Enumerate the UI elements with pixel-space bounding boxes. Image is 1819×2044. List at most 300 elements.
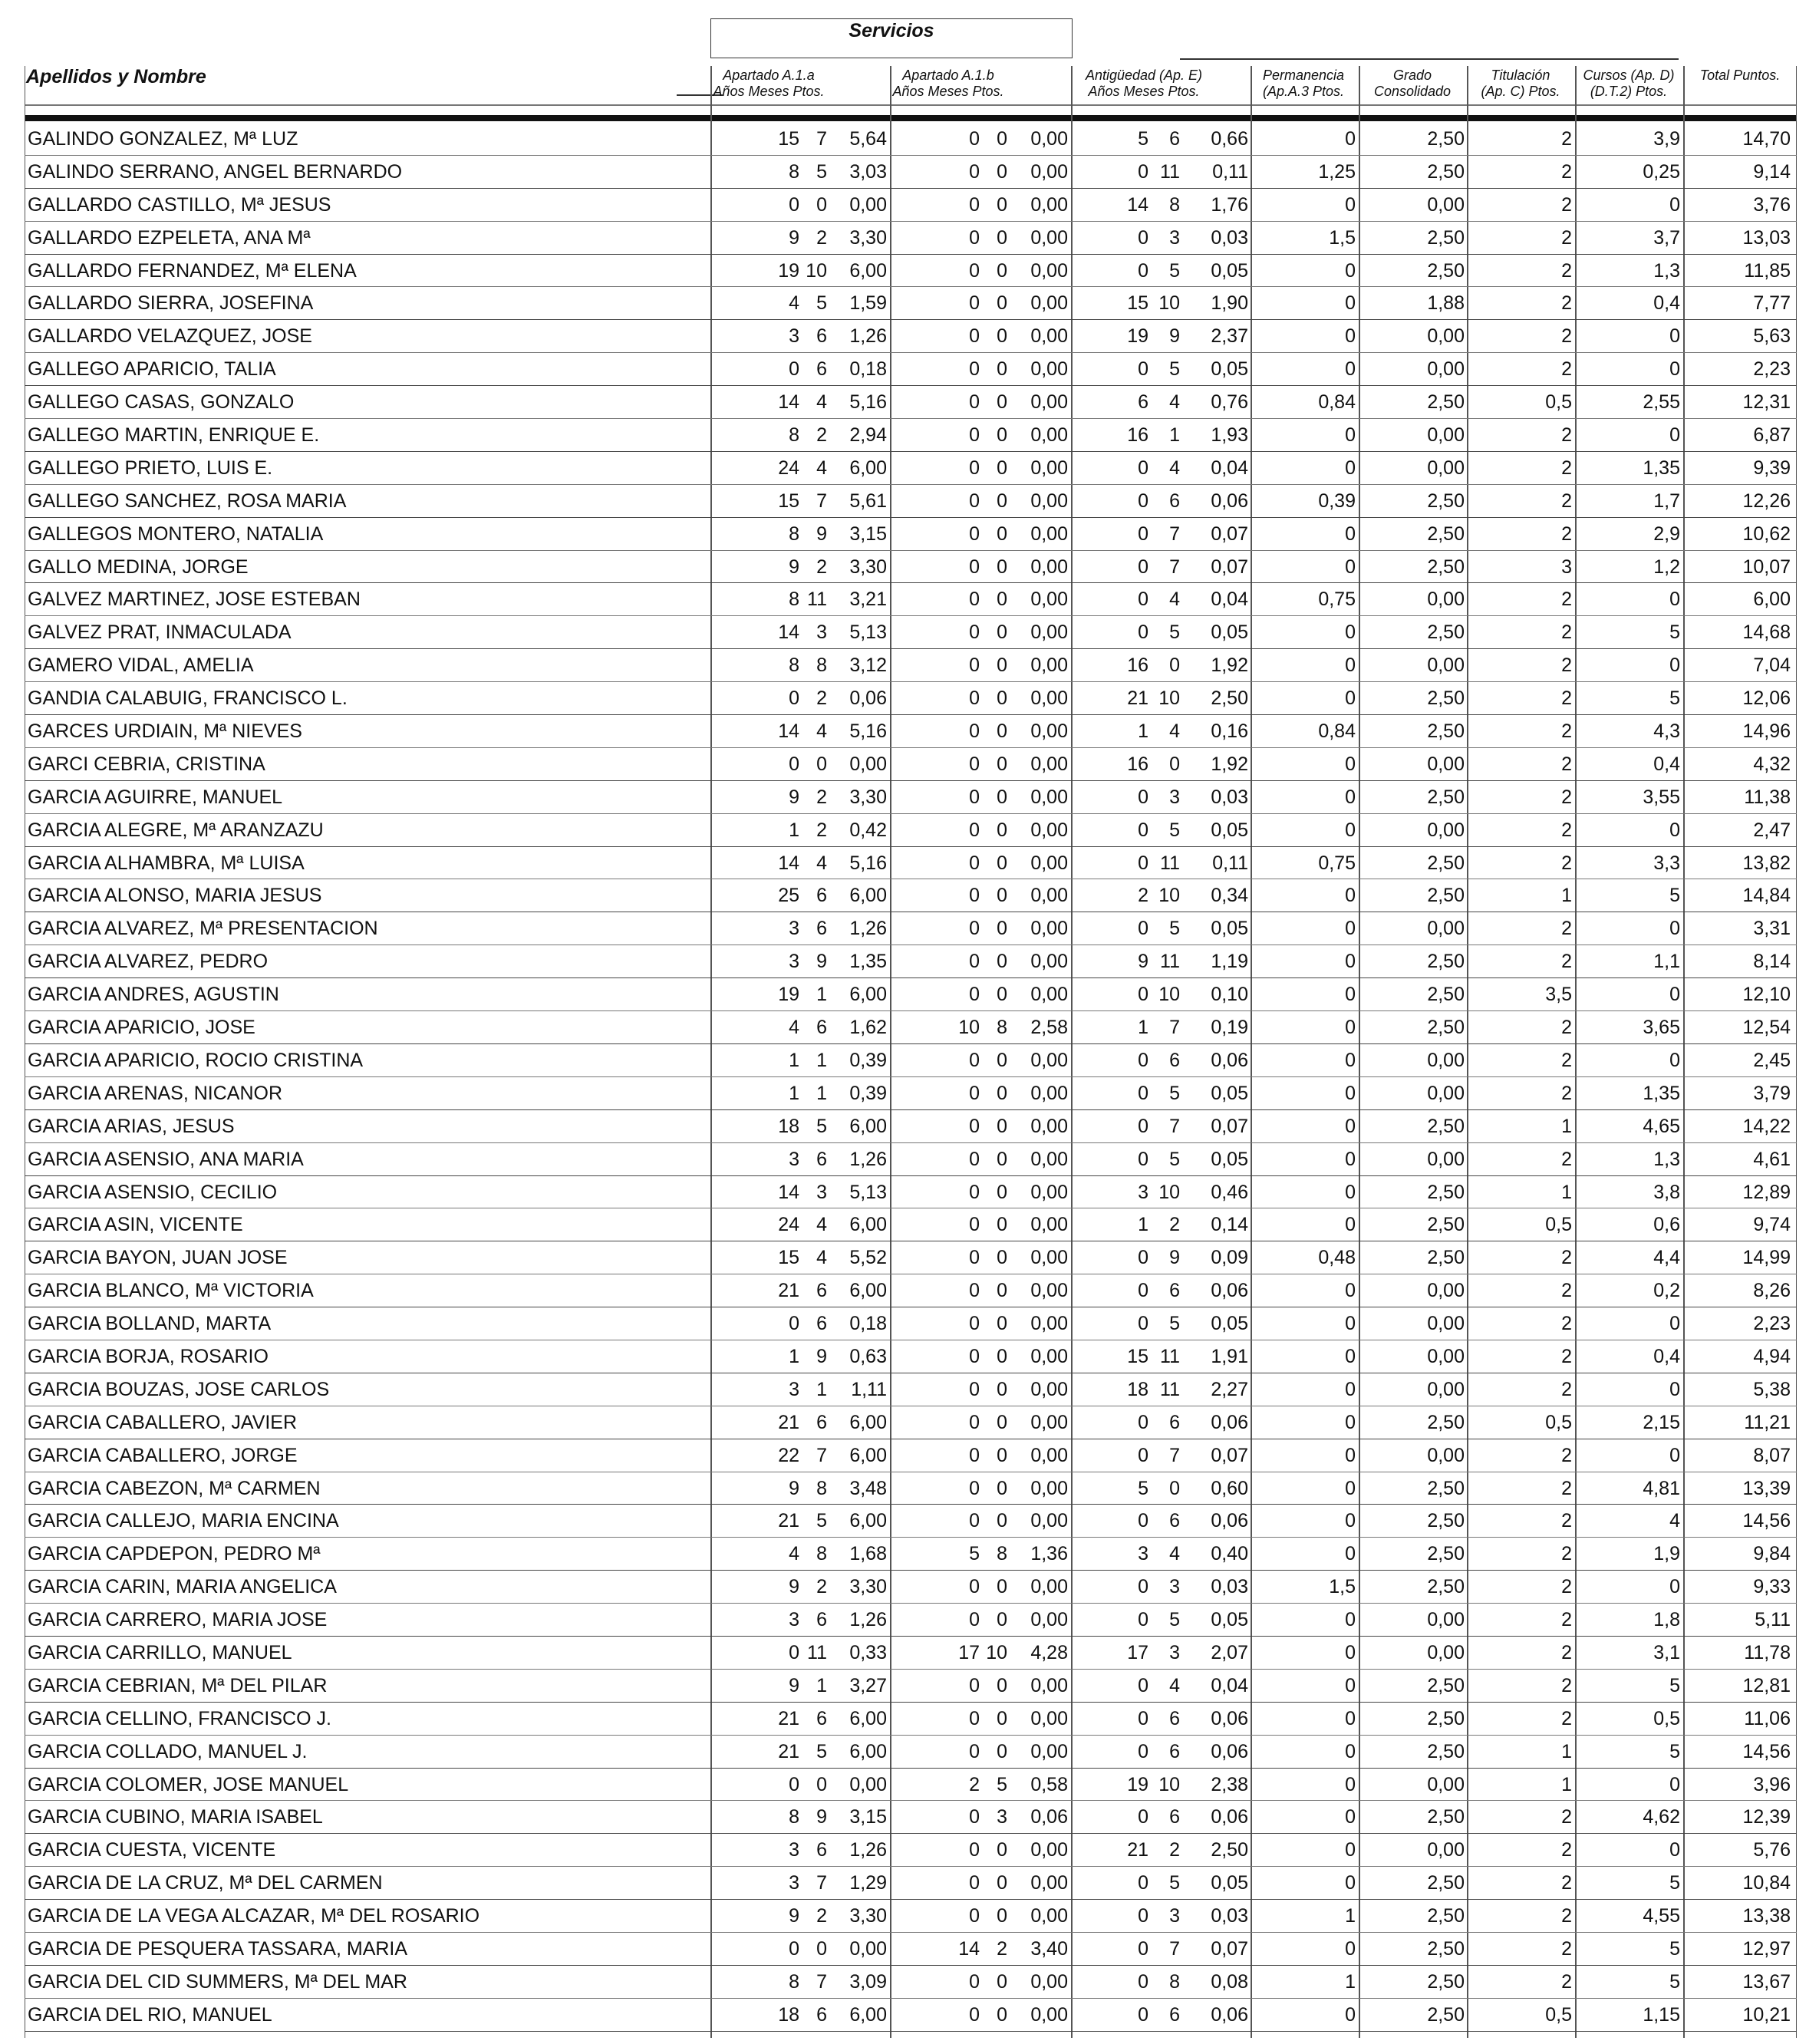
cell-value: 0 [1345, 1181, 1356, 1203]
cell-value: 3 [1169, 226, 1180, 249]
cell-value: 0,04 [1211, 1674, 1248, 1696]
cell-value: 14,22 [1742, 1115, 1791, 1137]
person-name: GALINDO SERRANO, ANGEL BERNARDO [28, 160, 403, 183]
table-row [25, 1538, 1797, 1571]
cell-value: 0,00 [1030, 1740, 1068, 1762]
cell-value: 2 [816, 786, 827, 808]
cell-value: 0 [1345, 523, 1356, 545]
cell-value: 0 [997, 325, 1007, 348]
cell-value: 14 [778, 391, 799, 414]
cell-value: 0 [1669, 325, 1680, 348]
cell-value: 9 [789, 1477, 799, 1499]
person-name: GARCIA ALVAREZ, Mª PRESENTACION [28, 918, 378, 940]
subheader-grado: Grado Consolidado [1373, 68, 1452, 99]
cell-value: 0,07 [1211, 523, 1248, 545]
cell-value: 0 [997, 391, 1007, 414]
cell-value: 0,07 [1211, 1115, 1248, 1137]
cell-value: 8 [789, 424, 799, 447]
cell-value: 3 [789, 325, 799, 348]
cell-value: 0 [1138, 358, 1148, 381]
cell-value: 1,26 [849, 1148, 887, 1170]
cell-value: 0 [969, 1477, 980, 1499]
cell-value: 5,16 [849, 391, 887, 414]
cell-value: 3,12 [849, 654, 887, 677]
cell-value: 0 [969, 819, 980, 841]
cell-value: 5 [816, 292, 827, 315]
cell-value: 2,47 [1753, 819, 1791, 841]
cell-value: 0,06 [1211, 2003, 1248, 2026]
cell-value: 11 [807, 588, 827, 611]
cell-value: 0,00 [1030, 391, 1068, 414]
cell-value: 1,3 [1653, 1148, 1680, 1170]
cell-value: 0 [997, 1247, 1007, 1269]
cell-value: 10 [1158, 885, 1180, 907]
cell-value: 0 [997, 1905, 1007, 1927]
cell-value: 2 [1561, 1937, 1572, 1960]
cell-value: 6,87 [1753, 424, 1791, 447]
person-name: GALLARDO VELAZQUEZ, JOSE [28, 325, 312, 348]
cell-value: 0 [997, 1280, 1007, 1302]
table-row [25, 781, 1797, 814]
cell-value: 0 [1669, 358, 1680, 381]
cell-value: 1,36 [1030, 1543, 1068, 1565]
person-name: GARCIA BOLLAND, MARTA [28, 1313, 272, 1335]
cell-value: 6 [1169, 1510, 1180, 1532]
person-name: GARCIA DE LA VEGA ALCAZAR, Mª DEL ROSARIO [28, 1905, 480, 1927]
cell-value: 0 [997, 1444, 1007, 1466]
person-name: GARCIA CARRILLO, MANUEL [28, 1641, 292, 1663]
cell-value: 1 [789, 1049, 799, 1071]
cell-value: 2 [1561, 1970, 1572, 1993]
person-name: GARCIA ARIAS, JESUS [28, 1115, 235, 1137]
cell-value: 0 [1345, 1115, 1356, 1137]
cell-value: 9 [816, 523, 827, 545]
cell-value: 6,00 [849, 1740, 887, 1762]
cell-value: 0 [816, 193, 827, 216]
cell-value: 2 [1561, 720, 1572, 743]
cell-value: 0 [969, 1280, 980, 1302]
table-row [25, 978, 1797, 1011]
cell-value: 11,21 [1744, 1411, 1791, 1433]
cell-value: 8 [789, 588, 799, 611]
cell-value: 2,50 [1427, 1740, 1465, 1762]
cell-value: 13,82 [1742, 852, 1791, 874]
person-name: GANDIA CALABUIG, FRANCISCO L. [28, 687, 348, 710]
cell-value: 0 [969, 424, 980, 447]
cell-value: 9 [1138, 951, 1148, 973]
cell-value: 0 [1345, 424, 1356, 447]
cell-value: 3 [1169, 786, 1180, 808]
table-row [25, 419, 1797, 452]
cell-value: 0 [997, 1970, 1007, 1993]
cell-value: 1,68 [849, 1543, 887, 1565]
cell-value: 2 [1561, 588, 1572, 611]
cell-value: 6 [1169, 1049, 1180, 1071]
cell-value: 16 [1127, 424, 1148, 447]
cell-value: 0,00 [1030, 2003, 1068, 2026]
cell-value: 2,15 [1643, 1411, 1680, 1433]
cell-value: 22 [778, 1444, 799, 1466]
cell-value: 0,00 [1427, 918, 1465, 940]
cell-value: 0,06 [1211, 1740, 1248, 1762]
cell-value: 1 [1138, 1214, 1148, 1236]
cell-value: 1,35 [1643, 457, 1680, 479]
cell-value: 2 [1561, 654, 1572, 677]
cell-value: 5 [1669, 1937, 1680, 1960]
cell-value: 0 [1669, 1313, 1680, 1335]
cell-value: 12,54 [1742, 1017, 1791, 1039]
cell-value: 0,00 [1030, 193, 1068, 216]
cell-value: 0 [1138, 523, 1148, 545]
table-row [25, 649, 1797, 682]
cell-value: 10 [986, 1641, 1007, 1663]
cell-value: 2,38 [1211, 1773, 1248, 1795]
cell-value: 7,04 [1753, 654, 1791, 677]
subheader-total: Total Puntos. [1699, 68, 1781, 83]
cell-value: 2 [1561, 1313, 1572, 1335]
cell-value: 0 [969, 1115, 980, 1137]
cell-value: 0,00 [1427, 819, 1465, 841]
cell-value: 2 [816, 226, 827, 249]
cell-value: 0 [1345, 1082, 1356, 1104]
cell-value: 2,50 [1427, 1970, 1465, 1993]
cell-value: 0 [789, 1641, 799, 1663]
cell-value: 0 [969, 2003, 980, 2026]
cell-value: 2,50 [1427, 852, 1465, 874]
person-name: GARCIA ALEGRE, Mª ARANZAZU [28, 819, 324, 841]
cell-value: 0,05 [1211, 1609, 1248, 1631]
cell-value: 7 [1169, 556, 1180, 578]
cell-value: 0 [1138, 1444, 1148, 1466]
cell-value: 0 [1345, 259, 1356, 282]
cell-value: 0 [1138, 1313, 1148, 1335]
cell-value: 0 [969, 1905, 980, 1927]
cell-value: 0 [1345, 687, 1356, 710]
cell-value: 0 [816, 1937, 827, 1960]
cell-value: 6,00 [849, 1280, 887, 1302]
cell-value: 19 [778, 984, 799, 1006]
cell-value: 0 [997, 556, 1007, 578]
cell-value: 4 [789, 1543, 799, 1565]
cell-value: 0,5 [1545, 2003, 1572, 2026]
cell-value: 0,00 [1427, 1280, 1465, 1302]
cell-value: 1 [1561, 885, 1572, 907]
cell-value: 0 [969, 1181, 980, 1203]
table-row [25, 1834, 1797, 1867]
table-row [25, 1472, 1797, 1505]
table-row [25, 320, 1797, 353]
cell-value: 7 [1169, 523, 1180, 545]
cell-value: 3 [997, 1806, 1007, 1828]
cell-value: 2,50 [1427, 391, 1465, 414]
cell-value: 0 [969, 523, 980, 545]
cell-value: 8 [1169, 193, 1180, 216]
scores-table [25, 123, 1797, 2032]
table-row [25, 1406, 1797, 1439]
cell-value: 0 [997, 128, 1007, 150]
person-name: GARCIA DEL RIO, MANUEL [28, 2003, 272, 2026]
cell-value: 0,00 [1030, 885, 1068, 907]
cell-value: 0,03 [1211, 1905, 1248, 1927]
cell-value: 0,42 [849, 819, 887, 841]
cell-value: 2 [1561, 1477, 1572, 1499]
person-name: GARCIA APARICIO, ROCIO CRISTINA [28, 1049, 364, 1071]
cell-value: 0,00 [1030, 457, 1068, 479]
cell-value: 0 [1345, 984, 1356, 1006]
cell-value: 0 [969, 1839, 980, 1861]
cell-value: 0,00 [1030, 523, 1068, 545]
cell-value: 0,00 [1030, 1280, 1068, 1302]
person-name: GALLARDO FERNANDEZ, Mª ELENA [28, 259, 357, 282]
cell-value: 2 [1561, 1280, 1572, 1302]
cell-value: 0,06 [1211, 490, 1248, 512]
cell-value: 0,06 [1211, 1049, 1248, 1071]
cell-value: 0,33 [849, 1641, 887, 1663]
table-row [25, 485, 1797, 518]
cell-value: 1,93 [1211, 424, 1248, 447]
cell-value: 0 [1138, 457, 1148, 479]
cell-value: 1 [816, 1082, 827, 1104]
cell-value: 2 [816, 1576, 827, 1598]
cell-value: 2 [969, 1773, 980, 1795]
cell-value: 0,00 [1030, 654, 1068, 677]
cell-value: 14 [778, 720, 799, 743]
cell-value: 2,50 [1427, 1905, 1465, 1927]
cell-value: 0 [969, 1806, 980, 1828]
cell-value: 2,50 [1427, 128, 1465, 150]
cell-value: 0,00 [1030, 1444, 1068, 1466]
cell-value: 0,00 [1030, 1411, 1068, 1433]
cell-value: 0 [1345, 786, 1356, 808]
cell-value: 9 [1169, 1247, 1180, 1269]
cell-value: 2 [1561, 687, 1572, 710]
cell-value: 0 [1345, 1806, 1356, 1828]
cell-value: 21 [1127, 687, 1148, 710]
cell-value: 14 [778, 621, 799, 644]
cell-value: 5 [1669, 1872, 1680, 1894]
person-name: GALLEGO PRIETO, LUIS E. [28, 457, 273, 479]
cell-value: 1,90 [1211, 292, 1248, 315]
table-row [25, 1801, 1797, 1834]
cell-value: 2,50 [1427, 951, 1465, 973]
cell-value: 11 [1160, 1345, 1180, 1367]
cell-value: 15 [778, 490, 799, 512]
cell-value: 5,16 [849, 852, 887, 874]
cell-value: 2 [1561, 1872, 1572, 1894]
cell-value: 2,50 [1427, 1017, 1465, 1039]
cell-value: 1,2 [1653, 556, 1680, 578]
cell-value: 3,1 [1653, 1641, 1680, 1663]
cell-value: 0,00 [1030, 753, 1068, 775]
cell-value: 0,00 [1030, 1247, 1068, 1269]
cell-value: 5 [1169, 1148, 1180, 1170]
cell-value: 9 [1169, 325, 1180, 348]
cell-value: 0,00 [1030, 226, 1068, 249]
person-name: GALLO MEDINA, JORGE [28, 556, 249, 578]
table-row [25, 551, 1797, 584]
person-name: GARCIA BAYON, JUAN JOSE [28, 1247, 288, 1269]
cell-value: 3 [1169, 1576, 1180, 1598]
cell-value: 1,26 [849, 1839, 887, 1861]
cell-value: 0 [997, 457, 1007, 479]
cell-value: 5 [1169, 1082, 1180, 1104]
cell-value: 0,5 [1653, 1707, 1680, 1729]
cell-value: 0 [969, 621, 980, 644]
cell-value: 0,05 [1211, 1313, 1248, 1335]
cell-value: 4 [1669, 1510, 1680, 1532]
cell-value: 16 [1127, 654, 1148, 677]
cell-value: 0,00 [1030, 1674, 1068, 1696]
cell-value: 0 [1669, 1378, 1680, 1400]
cell-value: 3,21 [849, 588, 887, 611]
cell-value: 10 [958, 1017, 980, 1039]
cell-value: 2,50 [1427, 621, 1465, 644]
cell-value: 0 [1138, 1115, 1148, 1137]
cell-value: 3,03 [849, 160, 887, 183]
cell-value: 6 [816, 1707, 827, 1729]
cell-value: 2,50 [1427, 160, 1465, 183]
cell-value: 0 [997, 621, 1007, 644]
cell-value: 6 [816, 1017, 827, 1039]
cell-value: 0 [1169, 1477, 1180, 1499]
cell-value: 0 [997, 2003, 1007, 2026]
cell-value: 0 [997, 424, 1007, 447]
cell-value: 5,52 [849, 1247, 887, 1269]
cell-value: 0 [969, 1313, 980, 1335]
cell-value: 3 [789, 951, 799, 973]
cell-value: 8 [997, 1543, 1007, 1565]
cell-value: 0 [1345, 819, 1356, 841]
cell-value: 14,70 [1742, 128, 1791, 150]
cell-value: 1,92 [1211, 753, 1248, 775]
cell-value: 6,00 [849, 2003, 887, 2026]
cell-value: 0 [997, 193, 1007, 216]
cell-value: 5 [1169, 918, 1180, 940]
cell-value: 3 [789, 1148, 799, 1170]
cell-value: 8 [789, 1970, 799, 1993]
cell-value: 0 [969, 918, 980, 940]
cell-value: 1,25 [1318, 160, 1356, 183]
cell-value: 5 [1169, 1313, 1180, 1335]
cell-value: 4 [1169, 1543, 1180, 1565]
table-row [25, 1044, 1797, 1077]
cell-value: 1 [816, 1378, 827, 1400]
cell-value: 0,14 [1211, 1214, 1248, 1236]
cell-value: 0 [969, 1247, 980, 1269]
cell-value: 3,96 [1753, 1773, 1791, 1795]
cell-value: 11,38 [1744, 786, 1791, 808]
cell-value: 0 [1345, 1477, 1356, 1499]
cell-value: 24 [778, 1214, 799, 1236]
cell-value: 1,92 [1211, 654, 1248, 677]
servicios-header: Servicios [710, 18, 1073, 58]
cell-value: 0,04 [1211, 457, 1248, 479]
cell-value: 0 [1138, 1707, 1148, 1729]
cell-value: 7 [816, 490, 827, 512]
cell-value: 0 [1345, 556, 1356, 578]
table-row [25, 255, 1797, 288]
person-name: GARCIA CARIN, MARIA ANGELICA [28, 1576, 337, 1598]
cell-value: 15 [778, 1247, 799, 1269]
cell-value: 0,4 [1653, 1345, 1680, 1367]
cell-value: 0,00 [1030, 1905, 1068, 1927]
cell-value: 5 [1669, 621, 1680, 644]
cell-value: 2 [1561, 358, 1572, 381]
cell-value: 0 [1138, 1148, 1148, 1170]
subheader-a1a: Apartado A.1.a Años Meses Ptos. [713, 68, 825, 99]
cell-value: 0,5 [1545, 391, 1572, 414]
cell-value: 2 [1561, 193, 1572, 216]
cell-value: 9,14 [1753, 160, 1791, 183]
cell-value: 3 [789, 1378, 799, 1400]
cell-value: 0,03 [1211, 786, 1248, 808]
cell-value: 0 [789, 1937, 799, 1960]
name-column-header: Apellidos y Nombre [26, 66, 206, 87]
cell-value: 3 [1561, 556, 1572, 578]
cell-value: 0 [1669, 984, 1680, 1006]
cell-value: 4 [1169, 1674, 1180, 1696]
cell-value: 0,00 [1427, 654, 1465, 677]
cell-value: 0 [1138, 259, 1148, 282]
cell-value: 0 [1345, 1937, 1356, 1960]
cell-value: 5 [969, 1543, 980, 1565]
cell-value: 8,07 [1753, 1444, 1791, 1466]
cell-value: 0 [969, 259, 980, 282]
cell-value: 1,26 [849, 918, 887, 940]
cell-value: 0 [997, 1411, 1007, 1433]
table-row [25, 1505, 1797, 1538]
cell-value: 0 [969, 1576, 980, 1598]
cell-value: 5,63 [1753, 325, 1791, 348]
subheader-antiguedad: Antigüedad (Ap. E) Años Meses Ptos. [1085, 68, 1203, 99]
person-name: GARCIA BORJA, ROSARIO [28, 1345, 269, 1367]
cell-value: 0,00 [1030, 424, 1068, 447]
person-name: GALVEZ MARTINEZ, JOSE ESTEBAN [28, 588, 361, 611]
cell-value: 17 [958, 1641, 980, 1663]
person-name: GARCIA CARRERO, MARIA JOSE [28, 1609, 328, 1631]
cell-value: 0,00 [1427, 1345, 1465, 1367]
cell-value: 3,09 [849, 1970, 887, 1993]
cell-value: 19 [1127, 325, 1148, 348]
cell-value: 3 [789, 1839, 799, 1861]
cell-value: 7 [816, 1444, 827, 1466]
cell-value: 21 [1127, 1839, 1148, 1861]
cell-value: 2,50 [1427, 1115, 1465, 1137]
cell-value: 10,07 [1742, 556, 1791, 578]
cell-value: 0,00 [1427, 1641, 1465, 1663]
cell-value: 0 [997, 1378, 1007, 1400]
cell-value: 4 [789, 1017, 799, 1039]
cell-value: 8 [789, 654, 799, 677]
cell-value: 2,50 [1427, 885, 1465, 907]
cell-value: 4 [1169, 457, 1180, 479]
cell-value: 0 [1138, 1247, 1148, 1269]
cell-value: 2 [1561, 1049, 1572, 1071]
person-name: GARCIA COLLADO, MANUEL J. [28, 1740, 308, 1762]
cell-value: 0 [969, 1510, 980, 1532]
cell-value: 0 [1345, 885, 1356, 907]
cell-value: 4 [816, 391, 827, 414]
cell-value: 6 [816, 358, 827, 381]
cell-value: 0,00 [1030, 852, 1068, 874]
cell-value: 0 [969, 1707, 980, 1729]
person-name: GALLEGO CASAS, GONZALO [28, 391, 295, 414]
cell-value: 0 [1138, 1082, 1148, 1104]
cell-value: 1 [1561, 1773, 1572, 1795]
cell-value: 14,99 [1742, 1247, 1791, 1269]
cell-value: 19 [1127, 1773, 1148, 1795]
cell-value: 0,00 [1030, 1609, 1068, 1631]
